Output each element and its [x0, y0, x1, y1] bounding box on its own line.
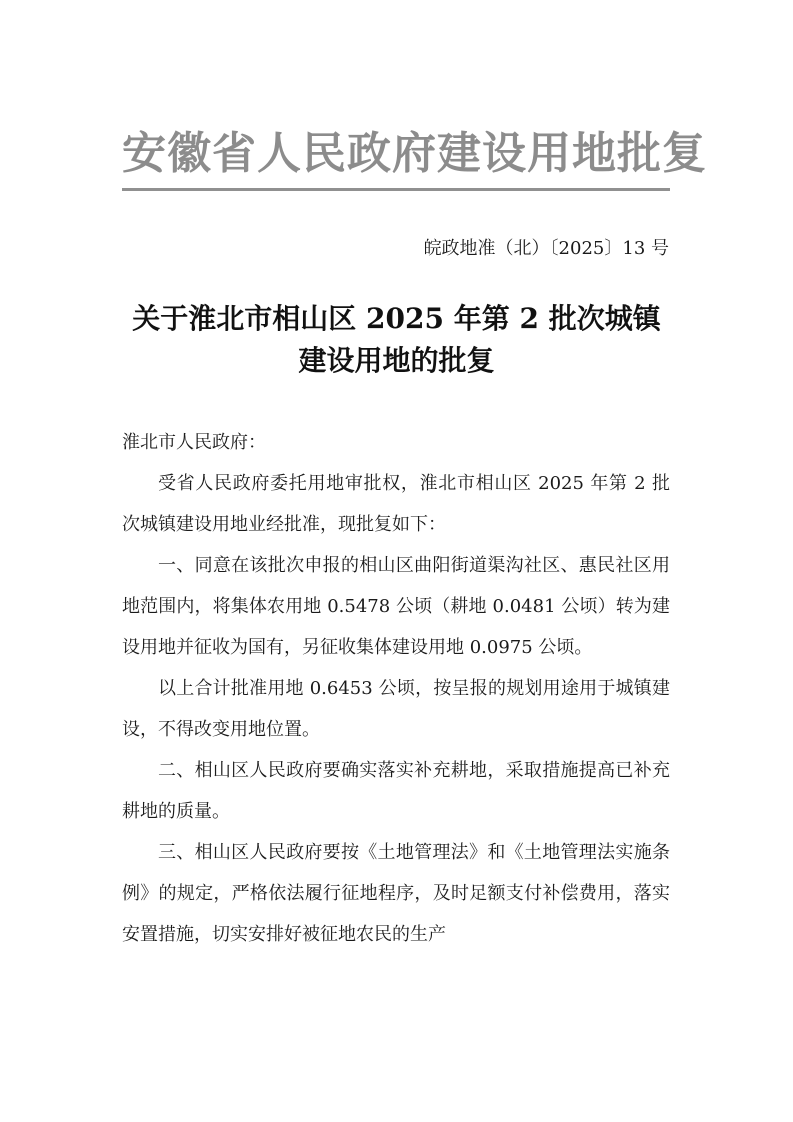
document-title — [100, 298, 693, 382]
paragraph-authorization: 受省人民政府委托用地审批权，淮北市相山区 2025 年第 2 批次城镇建设用地业经批准，现批复如下： — [122, 473, 670, 535]
document-body — [122, 422, 670, 955]
masthead-rule — [122, 188, 670, 191]
masthead-title: 安徽省人民政府建设用地批复 — [122, 128, 707, 179]
title-line-2: 建设用地的批复 — [298, 344, 495, 377]
paragraph-item-2: 二、相山区人民政府要确实落实补充耕地，采取措施提高已补充耕地的质量。 — [122, 760, 670, 822]
paragraph-item-1: 一、同意在该批次申报的相山区曲阳街道渠沟社区、惠民社区用地范围内，将集体农用地 0.5478 公顷（耕地 0.0481 公顷）转为建设用地并征收为国有，另征收集体建设用地 0.0975 公顷。 — [122, 555, 670, 658]
title-line-1: 关于淮北市相山区 2025 年第 2 批次城镇 — [132, 302, 661, 335]
paragraph-item-3: 三、相山区人民政府要按《土地管理法》和《土地管理法实施条例》的规定，严格依法履行征地程序，及时足额支付补偿费用，落实安置措施，切实安排好被征地农民的生产 — [122, 842, 670, 945]
document-number: 皖政地准（北）〔2025〕13 号 — [423, 238, 669, 259]
paragraph-total: 以上合计批准用地 0.6453 公顷，按呈报的规划用途用于城镇建设，不得改变用地位置。 — [122, 678, 670, 740]
addressee: 淮北市人民政府： — [122, 432, 266, 453]
